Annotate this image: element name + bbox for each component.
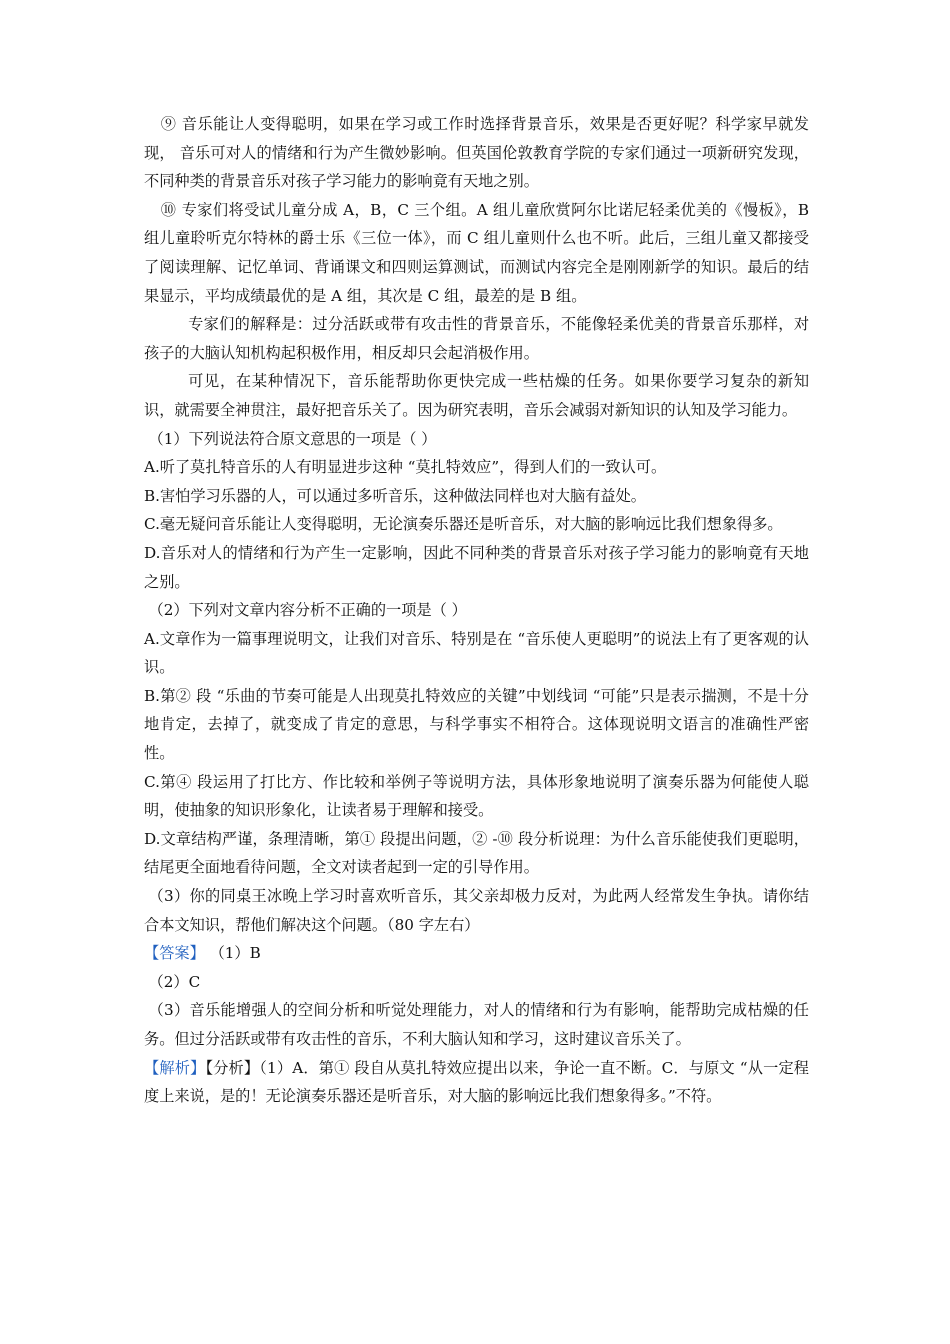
- answer-line-3: （3）音乐能增强人的空间分析和听觉处理能力，对人的情绪和行为有影响，能帮助完成枯燥的任务。但过分活跃或带有攻击性的音乐，不利大脑认知和学习，这时建议音乐关了。: [144, 1001, 809, 1048]
- answer-text-1: （1）B: [204, 944, 261, 963]
- question-2-option-c: C.第④ 段运用了打比方、作比较和举例子等说明方法，具体形象地说明了演奏乐器为何能使人聪明，使抽象的知识形象化，让读者易于理解和接受。: [144, 772, 809, 820]
- question-1-option-a: A.听了莫扎特音乐的人有明显进步这种 “莫扎特效应”，得到人们的一致认可。: [144, 458, 667, 477]
- answer-tag: 【答案】: [144, 944, 205, 963]
- question-1-option-d: D.音乐对人的情绪和行为产生一定影响，因此不同种类的背景音乐对孩子学习能力的影响竟有天地之别。: [144, 543, 809, 591]
- analysis-paragraph: [144, 1054, 809, 1111]
- question-1-stem: （1）下列说法符合原文意思的一项是（ ）: [148, 429, 437, 448]
- question-2-option-d: D.文章结构严谨，条理清晰，第① 段提出问题，② -⑩ 段分析说理：为什么音乐能使我们更聪明，结尾更全面地看待问题，全文对读者起到一定的引导作用。: [144, 829, 809, 877]
- question-2-stem: （2）下列对文章内容分析不正确的一项是（ ）: [148, 601, 467, 620]
- answer-line-2: （2）C: [148, 972, 201, 991]
- paragraph-9: ⑨ 音乐能让人变得聪明，如果在学习或工作时选择背景音乐，效果是否更好呢？科学家早就发现， 音乐可对人的情绪和行为产生微妙影响。但英国伦敦教育学院的专家们通过一项新研究发现，不同种类的背景音乐对孩子学习能力的影响竟有天地之别。: [144, 115, 809, 191]
- analysis-text: 【分析】（1）A．第① 段自从莫扎特效应提出以来，争论一直不断。C．与原文 “从一定程度上来说，是的！无论演奏乐器还是听音乐，对大脑的影响远比我们想象得多。”不符。: [144, 1058, 809, 1106]
- question-3-stem: （3）你的同桌王冰晚上学习时喜欢听音乐，其父亲却极力反对，为此两人经常发生争执。请你结合本文知识，帮他们解决这个问题。（80 字左右）: [144, 887, 809, 934]
- question-1-option-b: B.害怕学习乐器的人，可以通过多听音乐，这种做法同样也对大脑有益处。: [144, 486, 646, 505]
- paragraph-10: ⑩ 专家们将受试儿童分成 A，B，C 三个组。A 组儿童欣赏阿尔比诺尼轻柔优美的《慢板》，B 组儿童聆听克尔特林的爵士乐《三位一体》，而 C 组儿童则什么也不听。此后，三组儿童又都接受了阅读理解、记忆单词、背诵课文和四则运算测试，而测试内容完全是刚刚新学的知识。最后的结果显示，平均成绩最优的是 A 组，其次是 C 组，最差的是 B 组。: [144, 200, 809, 305]
- question-1-option-c: C.毫无疑问音乐能让人变得聪明，无论演奏乐器还是听音乐，对大脑的影响远比我们想象得多。: [144, 515, 783, 534]
- paragraph-11: 专家们的解释是：过分活跃或带有攻击性的背景音乐，不能像轻柔优美的背景音乐那样，对孩子的大脑认知机构起积极作用，相反却只会起消极作用。: [144, 315, 809, 362]
- question-2-option-b: B.第② 段 “乐曲的节奏可能是人出现莫扎特效应的关键”中划线词 “可能”只是表示揣测，不是十分地肯定，去掉了，就变成了肯定的意思，与科学事实不相符合。这体现说明文语言的准确性严密性。: [144, 686, 809, 763]
- answer-line-1: [144, 939, 809, 968]
- analysis-tag: 【解析】: [144, 1058, 206, 1077]
- document-page: [144, 110, 809, 1111]
- paragraph-12: 可见，在某种情况下，音乐能帮助你更快完成一些枯燥的任务。如果你要学习复杂的新知识，就需要全神贯注，最好把音乐关了。因为研究表明，音乐会减弱对新知识的认知及学习能力。: [144, 372, 809, 419]
- question-2-option-a: A.文章作为一篇事理说明文，让我们对音乐、特别是在 “音乐使人更聪明”的说法上有了更客观的认识。: [144, 629, 809, 677]
